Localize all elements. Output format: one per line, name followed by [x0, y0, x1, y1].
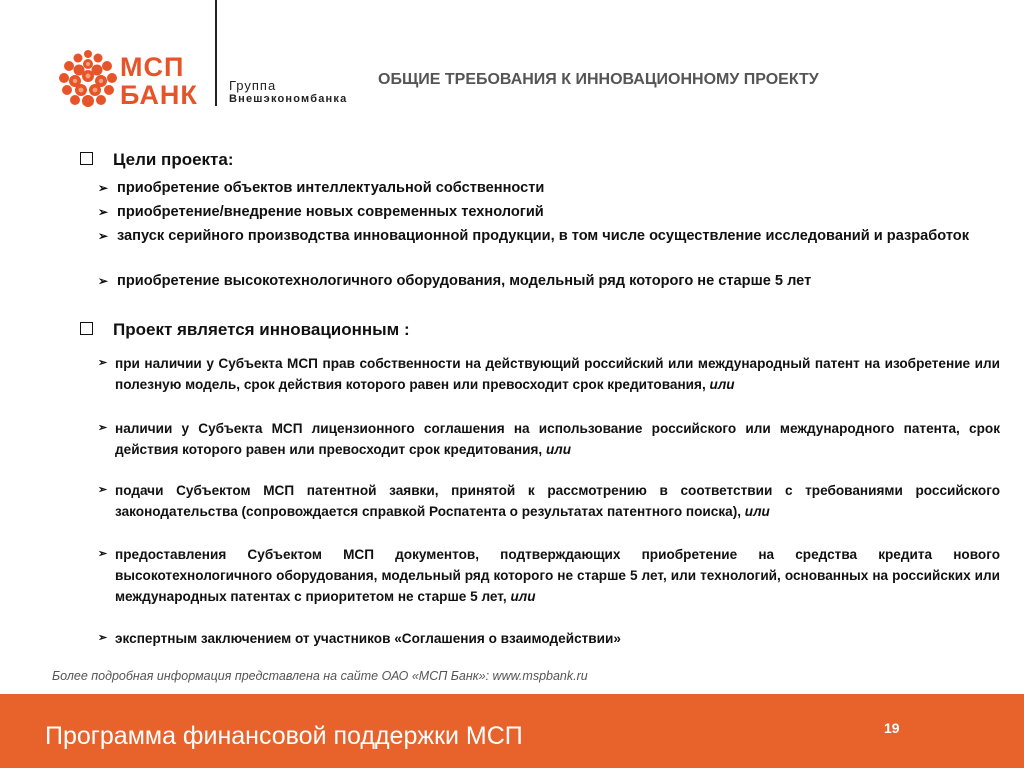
list-item-text: предоставления Субъектом МСП документов, подтверждающих приобретение на средства кредита нового высокотехнологичного оборудования, модельный ряд которого не старше 5 лет, или технологий, основанных на российских или международных патентах с приоритетом не старше 5 лет, или [115, 547, 1000, 604]
list-item [98, 628, 1000, 649]
page-title: ОБЩИЕ ТРЕБОВАНИЯ К ИННОВАЦИОННОМУ ПРОЕКТУ [378, 71, 819, 88]
list-item [98, 353, 1000, 395]
section-innovation-heading [80, 320, 410, 340]
logo-emblem-icon [58, 48, 118, 110]
footer-title: Программа финансовой поддержки МСП [45, 722, 523, 750]
list-item-text: наличии у Субъекта МСП лицензионного соглашения на использование российского или международного патента, срок действия которого равен или превосходит срок кредитования, или [115, 421, 1000, 457]
list-item [98, 201, 1000, 223]
arrow-bullet-icon: ➢ [98, 484, 108, 496]
list-item [98, 544, 1000, 607]
list-item-text: подачи Субъектом МСП патентной заявки, принятой к рассмотрению в соответствии с требованиями российского законодательства (сопровождается справкой Роспатента о результатах патентного поиска), или [115, 483, 1000, 519]
list-item-text: запуск серийного производства инновационной продукции, в том числе осуществление исследований и разработок [117, 228, 970, 244]
logo-text-bank: БАНК [120, 80, 198, 110]
checkbox-bullet-icon [80, 152, 93, 165]
logo [58, 48, 358, 118]
page-number: 19 [884, 720, 900, 736]
arrow-bullet-icon: ➢ [98, 205, 109, 219]
arrow-bullet-icon: ➢ [98, 229, 109, 243]
arrow-bullet-icon: ➢ [98, 632, 108, 644]
section-goals-heading-text: Цели проекта: [113, 150, 234, 169]
list-item [98, 225, 1000, 247]
header-divider [215, 0, 217, 106]
list-item-text: экспертным заключением от участников «Соглашения о взаимодействии» [115, 631, 621, 646]
section-innovation-heading-text: Проект является инновационным : [113, 320, 410, 339]
arrow-bullet-icon: ➢ [98, 548, 108, 560]
arrow-bullet-icon: ➢ [98, 422, 108, 434]
list-item-text: при наличии у Субъекта МСП прав собственности на действующий российский или международный патент на изобретение или полезную модель, срок действия которого равен или превосходит срок кредитования, или [115, 356, 1000, 392]
arrow-bullet-icon: ➢ [98, 181, 109, 195]
list-item-text: приобретение высокотехнологичного оборудования, модельный ряд которого не старше 5 лет [117, 273, 812, 289]
group-label-line2: Внешэкономбанка [229, 93, 348, 105]
group-label-line1: Группа [229, 78, 277, 93]
checkbox-bullet-icon [80, 322, 93, 335]
logo-text-msp: МСП [120, 52, 185, 82]
list-item [98, 480, 1000, 522]
footer-bar [0, 694, 1024, 768]
arrow-bullet-icon: ➢ [98, 274, 109, 288]
arrow-bullet-icon: ➢ [98, 357, 108, 369]
section-goals-heading [80, 150, 234, 170]
list-item [98, 177, 1000, 199]
info-note: Более подробная информация представлена на сайте ОАО «МСП Банк»: www.mspbank.ru [52, 669, 588, 683]
list-item [98, 418, 1000, 460]
list-item [98, 270, 1000, 292]
list-item-text: приобретение объектов интеллектуальной собственности [117, 180, 545, 196]
list-item-text: приобретение/внедрение новых современных технологий [117, 204, 544, 220]
